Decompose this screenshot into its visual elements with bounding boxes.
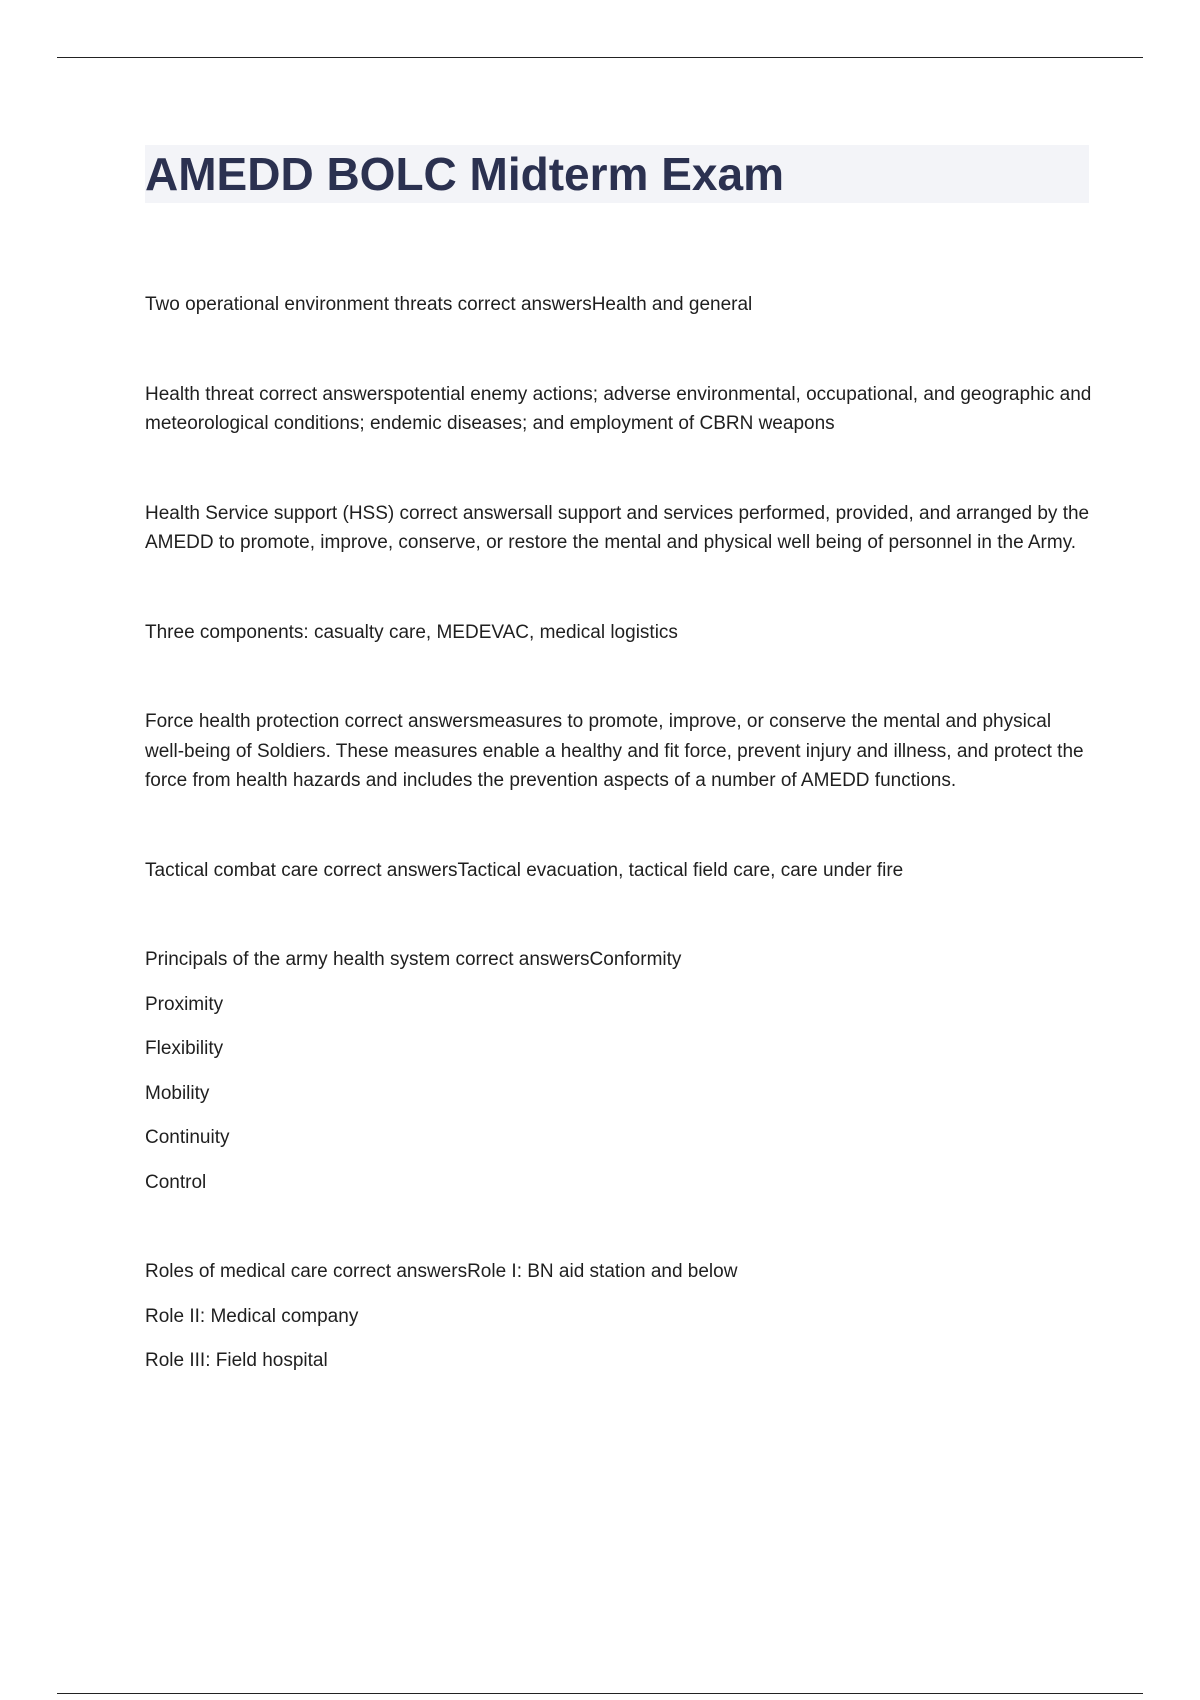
qa-entry-health-service-support: Health Service support (HSS) correct answersall support and services performed, provided, and arranged by the AMEDD to promote, improve, conserve, or restore the mental and physical well being of personnel in the Army. [145, 502, 1090, 553]
qa-entry-tactical-combat-care: Tactical combat care correct answersTactical evacuation, tactical field care, care under fire [145, 859, 904, 881]
principle-item: Flexibility [145, 1038, 224, 1059]
qa-entry-force-health-protection: Force health protection correct answersmeasures to promote, improve, or conserve the mental and physical well-being of Soldiers. These measures enable a healthy and fit force, prevent injury and illness, and protect the force from health hazards and includes the prevention aspects of a number of AMEDD functions. [145, 711, 1084, 791]
top-rule [57, 57, 1143, 58]
principle-item: Control [145, 1171, 207, 1193]
qa-entry-roles-of-care: Roles of medical care correct answersRole I: BN aid station and below [145, 1261, 738, 1282]
qa-entry-health-threat: Health threat correct answerspotential enemy actions; adverse environmental, occupational, and geographic and meteorological conditions; endemic diseases; and employment of CBRN weapons [145, 383, 1092, 434]
document-title: AMEDD BOLC Midterm Exam [145, 148, 784, 200]
document-body [145, 290, 1095, 1376]
bottom-rule [57, 1693, 1143, 1694]
principle-item: Mobility [145, 1082, 210, 1104]
role-item: Role II: Medical company [145, 1305, 359, 1327]
principle-item: Proximity [145, 993, 224, 1015]
principle-item: Continuity [145, 1127, 230, 1148]
qa-entry-principals: Principals of the army health system correct answersConformity [145, 949, 682, 970]
role-item: Role III: Field hospital [145, 1350, 328, 1371]
qa-entry-operational-threats: Two operational environment threats correct answersHealth and general [145, 294, 753, 315]
qa-entry-three-components: Three components: casualty care, MEDEVAC, medical logistics [145, 621, 678, 643]
